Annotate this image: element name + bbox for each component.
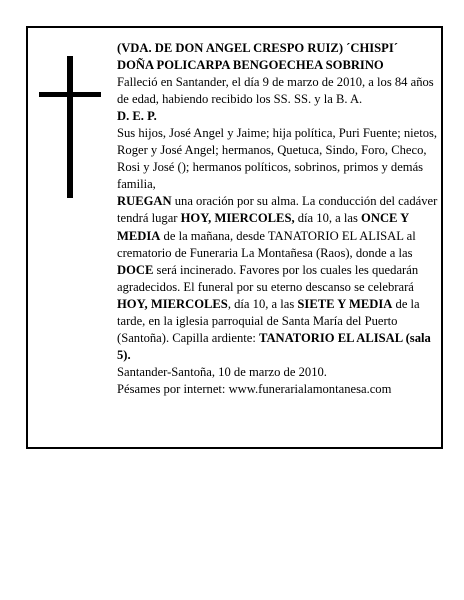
time-eleven-thirty: ONCE Y MEDIA	[117, 211, 409, 243]
heading-widow-of: (VDA. DE DON ANGEL CRESPO RUIZ) ´CHISPI´	[117, 41, 398, 55]
today-wednesday-1: HOY, MIERCOLES,	[180, 211, 295, 226]
time-seven-thirty: SIETE Y MEDIA	[297, 296, 393, 311]
dep-line: D. E. P.	[117, 109, 157, 124]
obituary-text	[117, 40, 439, 398]
time-twelve: DOCE	[117, 262, 154, 277]
ceremony-text-4: será incinerado. Favores por los cuales les quedarán agradecidos. El funeral por su eterno descanso se celebrará	[117, 262, 419, 294]
chapel-location: TANATORIO EL ALISAL (sala 5).	[117, 330, 431, 362]
place-date: Santander-Santoña, 10 de marzo de 2010.	[117, 364, 327, 379]
condolences-line: Pésames por internet: www.funerarialamontanesa.com	[117, 381, 392, 396]
ceremony-text-5: , día 10, a las	[227, 296, 298, 311]
death-info: Falleció en Santander, el día 9 de marzo de 2010, a los 84 años de edad, habiendo recibido los SS. SS. y la B. A.	[117, 75, 434, 107]
cross-vertical-bar	[67, 56, 73, 198]
ceremony-text-1: una oración por su alma. La conducción del cadáver tendrá lugar	[117, 194, 438, 226]
obituary-card	[26, 26, 443, 449]
ceremony-text-3: de la mañana, desde TANATORIO EL ALISAL al crematorio de Funeraria La Montañesa (Raos), donde a las	[117, 228, 416, 260]
ruegan-word: RUEGAN	[117, 194, 172, 209]
family-list: Sus hijos, José Angel y Jaime; hija política, Puri Fuente; nietos, Roger y José Angel; hermanos, Quetuca, Sindo, Foro, Checo, Rosi y José (); hermanos políticos, sobrinos, primos y demás familia,	[117, 126, 438, 192]
ceremony-text-2: día 10, a las	[294, 211, 362, 226]
heading-deceased-name: DOÑA POLICARPA BENGOECHEA SOBRINO	[117, 58, 384, 73]
today-wednesday-2: HOY, MIERCOLES	[117, 296, 228, 311]
ceremony-details	[117, 193, 439, 363]
ceremony-text-6: de la tarde, en la iglesia parroquial de Santa María del Puerto (Santoña). Capilla ardiente:	[117, 296, 420, 345]
cross-horizontal-bar	[39, 92, 101, 97]
